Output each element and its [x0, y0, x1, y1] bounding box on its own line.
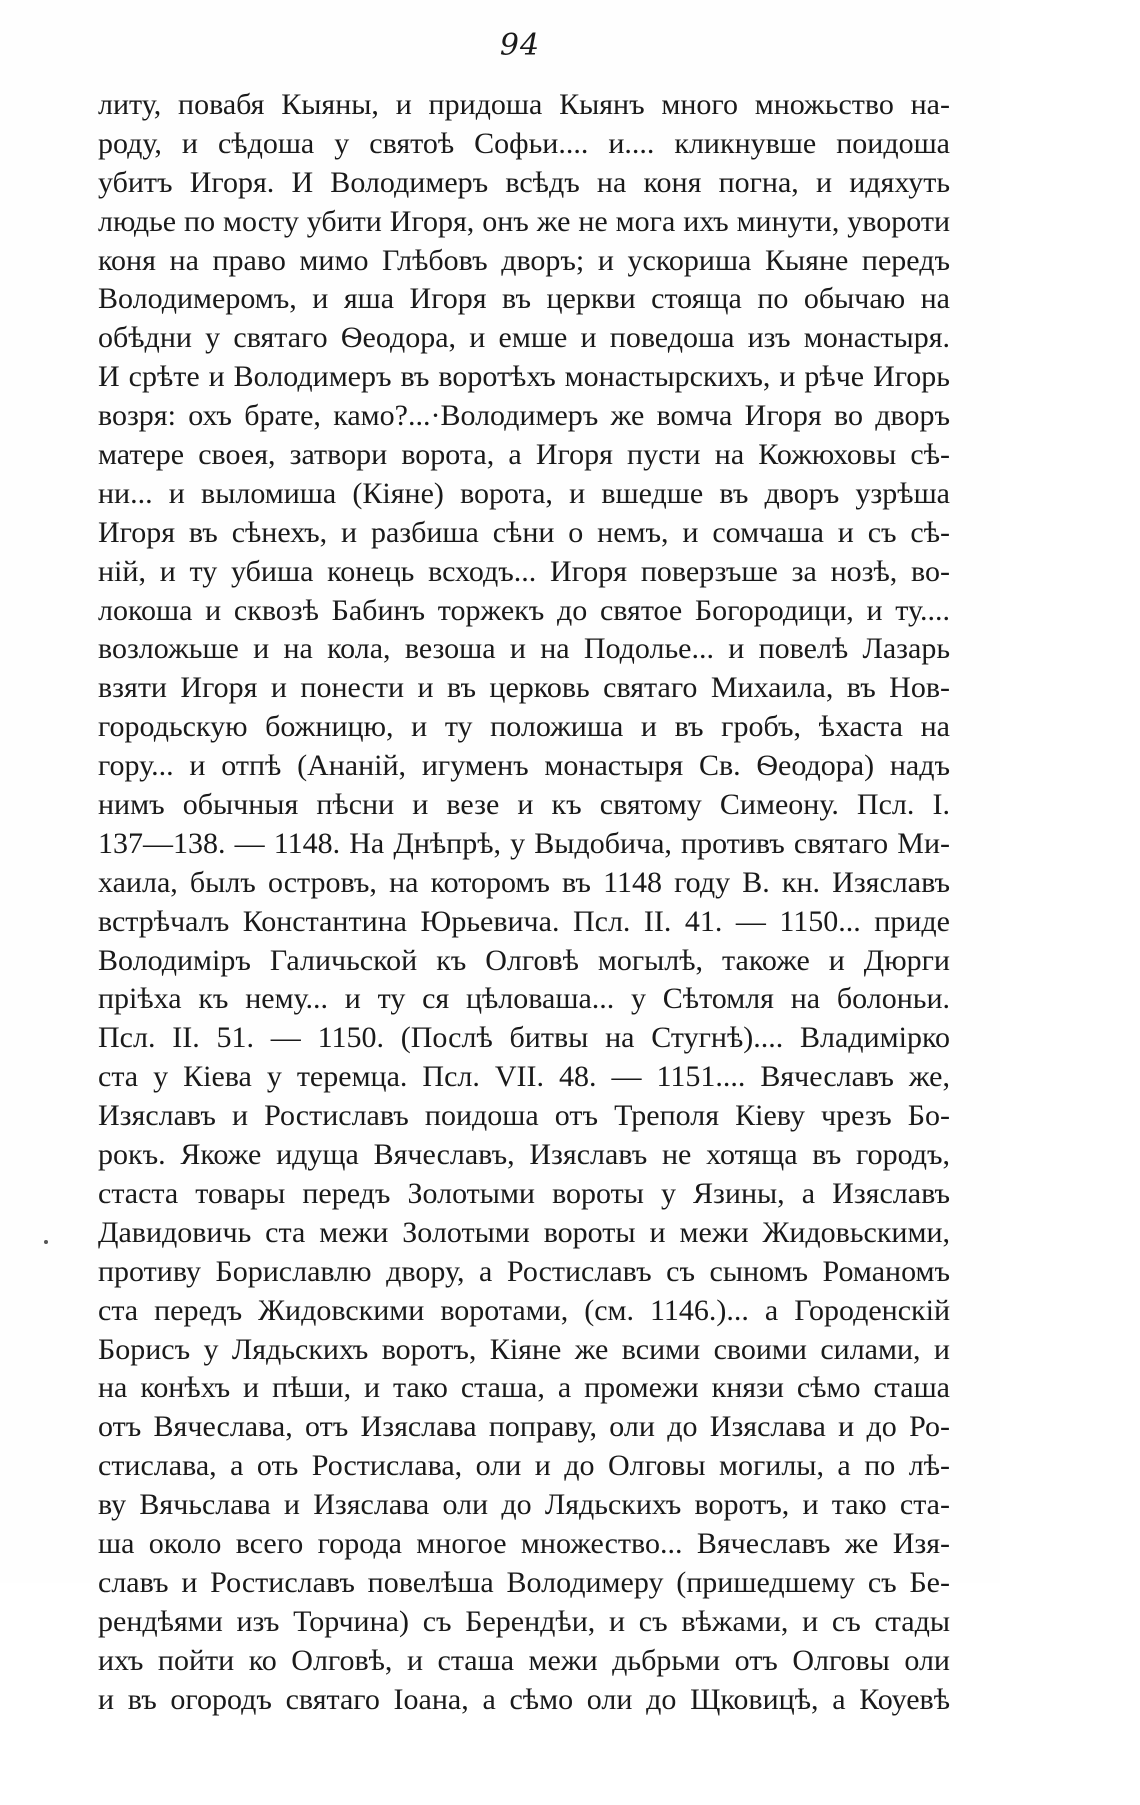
text-line: локоша и сквозѣ Бабинъ торжекъ до святое Богородици, и ту.... [98, 593, 950, 627]
text-line: Изяславъ и Ростиславъ поидоша отъ Треполя Кіеву чрезъ Бо- [98, 1099, 950, 1133]
text-line: ша около всего города многое множество... Вячеславъ же Изя- [98, 1526, 950, 1560]
text-line: убитъ Игоря. И Володимеръ всѣдъ на коня погна, и идяхуть [98, 165, 950, 199]
text-line: рокъ. Якоже идуща Вячеславъ, Изяславъ не хотяща въ городъ, [98, 1138, 950, 1172]
text-line: 137—138. — 1148. На Днѣпрѣ, у Выдобича, противъ святаго Ми- [98, 826, 950, 860]
text-line: Володимеромъ, и яша Игоря въ церкви стояща по обычаю на [98, 282, 950, 316]
text-line: Давидовичь ста межи Золотыми вороты и межи Жидовьскими, [98, 1215, 950, 1249]
text-line: Псл. II. 51. — 1150. (Послѣ битвы на Стугнѣ).... Владимірко [98, 1021, 950, 1055]
page-number: 94 [499, 28, 541, 63]
text-line: и въ огородъ святаго Іоана, а сѣмо оли до Щковицѣ, а Коуевѣ [98, 1682, 950, 1716]
text-line: матере своея, затвори ворота, а Игоря пусти на Кожюховы сѣ- [98, 438, 950, 472]
text-line: встрѣчалъ Константина Юрьевича. Псл. II. 41. — 1150... приде [98, 904, 950, 938]
text-line: противу Бориславлю двору, а Ростиславъ съ сыномъ Романомъ [98, 1254, 950, 1288]
text-line: на конѣхъ и пѣши, и тако сташа, а промежи князи сѣмо сташа [98, 1371, 950, 1405]
text-line: городьскую божницю, и ту положиша и въ гробъ, ѣхаста на [98, 710, 950, 744]
text-line: нимъ обычныя пѣсни и везе и къ святому Симеону. Псл. I. [98, 788, 950, 822]
text-line: гору... и отпѣ (Ананій, игуменъ монастыря Св. Ѳеодора) надъ [98, 749, 950, 783]
text-line: литу, повабя Кыяны, и придоша Кыянъ много множьство на- [98, 88, 950, 121]
text-line: взяти Игоря и понести и въ церковь святаго Михаила, въ Нов- [98, 671, 950, 705]
ink-speck [44, 1240, 48, 1244]
text-line: И срѣте и Володимеръ въ воротѣхъ монастырскихъ, и рѣче Игорь [98, 360, 950, 394]
text-line: стислава, а оть Ростислава, оли и до Олговы могилы, а по лѣ- [98, 1449, 950, 1483]
text-line: возложьше и на кола, везоша и на Подолье... и повелѣ Лазарь [98, 632, 950, 666]
text-line: ста передъ Жидовскими воротами, (см. 1146.)... а Городенскій [98, 1293, 950, 1327]
text-line: ни... и выломиша (Кіяне) ворота, и вшедше въ дворъ узрѣша [98, 476, 950, 510]
text-line: возря: охъ брате, камо?...·Володимеръ же вомча Игоря во дворъ [98, 399, 950, 433]
text-line: Борисъ у Лядьскихъ воротъ, Кіяне же всими своими силами, и [98, 1332, 950, 1366]
text-line: коня на право мимо Глѣбовъ дворъ; и ускориша Кыяне передъ [98, 243, 950, 277]
text-line: Игоря въ сѣнехъ, и разбиша сѣни о немъ, и сомчаша и съ сѣ- [98, 515, 950, 549]
text-line: ста у Кіева у теремца. Псл. VII. 48. — 1151.... Вячеславъ же, [98, 1060, 950, 1094]
text-line: обѣдни у святаго Ѳеодора, и емше и поведоша изъ монастыря. [98, 321, 950, 355]
text-line: ихъ пойти ко Олговѣ, и сташа межи дьбрьми отъ Олговы оли [98, 1643, 950, 1677]
text-line: славъ и Ростиславъ повелѣша Володимеру (пришедшему съ Бе- [98, 1565, 950, 1599]
page-body-text [98, 86, 950, 1719]
text-line: отъ Вячеслава, отъ Изяслава поправу, оли до Изяслава и до Ро- [98, 1410, 950, 1444]
text-line: роду, и сѣдоша у святоѣ Софьи.... и.... кликнувше поидоша [98, 126, 950, 160]
text-line: пріѣха къ нему... и ту ся цѣловаша... у Сѣтомля на болоньи. [98, 982, 950, 1016]
text-line: людье по мосту убити Игоря, онъ же не мога ихъ минути, увороти [98, 204, 950, 238]
text-line: Володиміръ Галичьской къ Олговѣ могылѣ, такоже и Дюрги [98, 943, 950, 977]
text-line: ній, и ту убиша конець всходъ... Игоря поверзъше за нозѣ, во- [98, 554, 950, 588]
text-line: хаила, былъ островъ, на которомъ въ 1148 году В. кн. Изяславъ [98, 865, 950, 899]
text-line: ву Вячьслава и Изяслава оли до Лядьскихъ воротъ, и тако ста- [98, 1488, 950, 1522]
text-line: стаста товары передъ Золотыми вороты у Язины, а Изяславъ [98, 1176, 950, 1210]
text-line: рендѣями изъ Торчина) съ Берендѣи, и съ вѣжами, и съ стады [98, 1604, 950, 1638]
